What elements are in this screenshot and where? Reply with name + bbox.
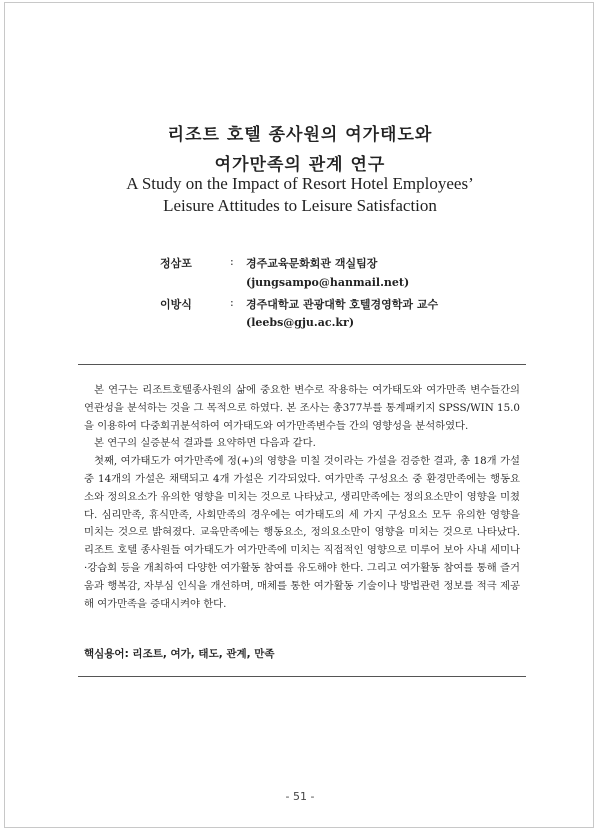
korean-title-line-2: 여가만족의 관계 연구 — [214, 155, 386, 175]
page-number: - 51 - — [285, 790, 315, 803]
author-1-name: 정삼포 — [160, 257, 192, 270]
english-title-line-2: Leisure Attitudes to Leisure Satisfaction — [163, 196, 437, 215]
keywords: 핵심용어: 리조트, 여가, 태도, 관계, 만족 — [84, 648, 275, 660]
author-1-affiliation: 경주교육문화회관 객실팀장 — [246, 257, 378, 270]
author-1-colon: : — [230, 255, 234, 268]
abstract — [84, 382, 520, 613]
author-2-colon: : — [230, 296, 234, 309]
author-2-email: (leebs@gju.ac.kr) — [246, 316, 355, 329]
english-title-line-1: A Study on the Impact of Resort Hotel Employees’ — [126, 174, 474, 193]
abstract-paragraph-1: 본 연구는 리조트호텔종사원의 삶에 중요한 변수로 작용하는 여가태도와 여가만족 변수들간의 연관성을 분석하는 것을 그 목적으로 하였다. 본 조사는 총377부를 통계패키지 SPSS/WIN 15.0을 이용하여 다중회귀분석하여 여가태도와 여가만족변수들 간의 영향성을 분석하였다. — [84, 384, 520, 432]
korean-title-line-1: 리조트 호텔 종사원의 여가태도와 — [167, 125, 433, 145]
abstract-top-rule — [78, 364, 526, 365]
author-2-name: 이방식 — [160, 298, 192, 311]
author-1-email: (jungsampo@hanmail.net) — [246, 276, 410, 289]
abstract-bottom-rule — [78, 676, 526, 677]
abstract-paragraph-2: 본 연구의 실증분석 결과를 요약하면 다음과 같다. — [94, 437, 316, 450]
author-2-affiliation: 경주대학교 관광대학 호텔경영학과 교수 — [246, 298, 439, 311]
abstract-paragraph-3: 첫째, 여가태도가 여가만족에 정(+)의 영향을 미칠 것이라는 가설을 검증한 결과, 총 18개 가설 중 14개의 가설은 채택되고 4개 가설은 기각되었다. 여가만족 구성요소 중 환경만족에는 행동요소와 정의요소가 유의한 영향을 미치는 것으로 나타났고, 생리만족에는 정의요소만이 영향을 미쳤다. 심리만족, 휴식만족, 사회만족의 경우에는 여가태도의 세 가지 구성요소 모두 유의한 영향을 미치는 것으로 밝혀졌다. 교육만족에는 행동요소, 정의요소만이 영향을 미치는 것으로 나타났다. 리조트 호텔 종사원들 여가태도가 여가만족에 미치는 직접적인 영향으로 미루어 보아 사내 세미나·강습회 등을 개최하여 다양한 여가활동 참여를 유도해야 한다. 그리고 여가활동 참여를 통해 즐거움과 행복감, 자부심 인식을 개선하며, 매체를 통한 여가활동 기술이나 방법관련 정보를 적극 제공해 여가만족을 증대시켜야 한다. — [84, 455, 520, 610]
